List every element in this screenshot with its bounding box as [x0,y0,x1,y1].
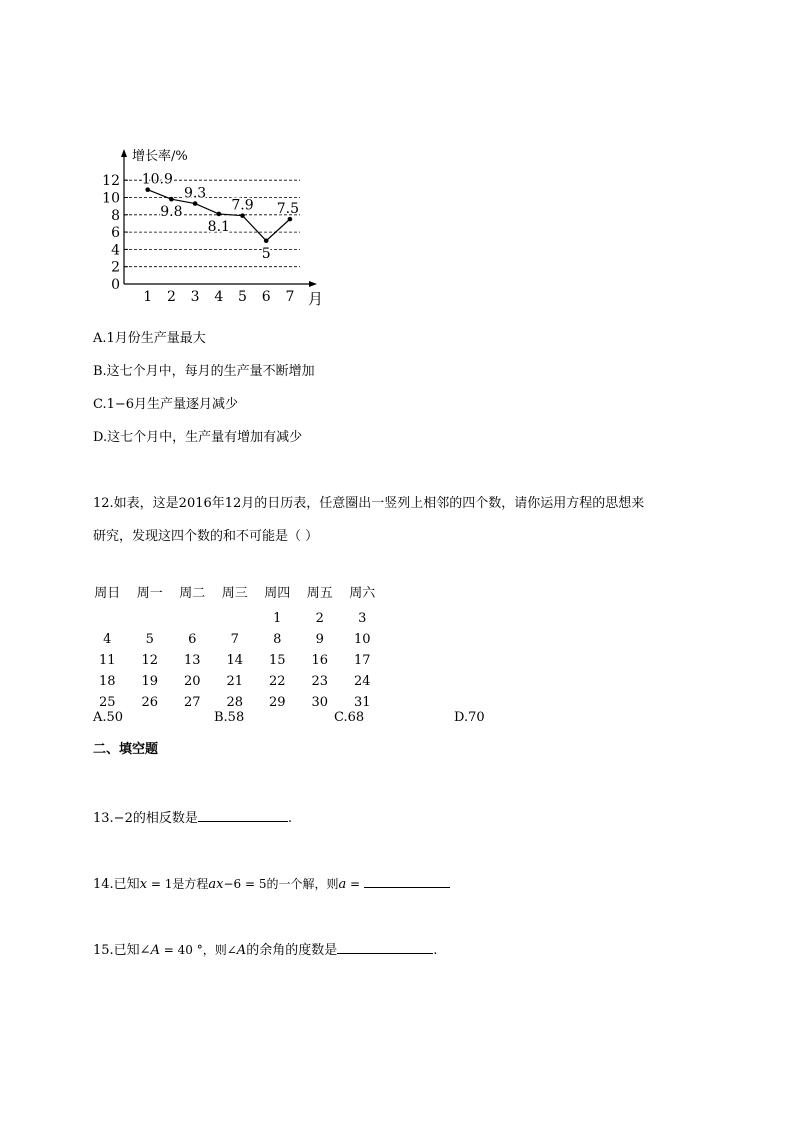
calendar-header-cell: 周五 [306,586,333,601]
data-point [193,201,198,206]
q12-option-a: A.50 [93,710,124,725]
q15-var-a2: A [236,943,247,958]
chart-ylabel: 增长率/% [132,149,188,164]
q14-prefix: 14.已知 [93,877,140,892]
data-label: 8.1 [207,218,230,235]
q15-eq2: 的余角的度数是 [246,943,338,958]
calendar-cell: 30 [311,695,329,710]
data-point [145,187,150,192]
calendar-cell: 21 [226,674,244,689]
calendar-cell: 5 [145,632,154,647]
calendar-cell: 9 [315,632,324,647]
question-15 [93,941,437,959]
y-tick-label: 10 [102,190,120,207]
y-tick-label: 6 [111,225,120,242]
question-12-line2: 研究，发现这四个数的和不可能是（ ） [93,529,319,544]
x-tick-label: 2 [166,289,176,305]
data-label: 7.5 [276,201,300,218]
calendar-row [86,608,384,629]
question-14 [93,875,450,893]
calendar-cell: 10 [353,632,371,647]
data-point [240,213,245,218]
calendar-cell: 23 [311,674,329,689]
y-tick-label: 4 [111,242,120,259]
calendar-cell: 24 [353,674,371,689]
calendar-header-cell: 周日 [94,586,121,601]
calendar-cell [86,608,129,629]
calendar-cell: 25 [98,695,116,710]
chart-data-labels [142,172,299,262]
q14-var-x: x [139,877,148,892]
y-tick-label: 2 [111,259,120,276]
option-c: C.1−6月生产量逐月减少 [93,397,239,412]
q15-prefix: 15.已知∠ [93,943,151,958]
calendar-cell: 15 [268,653,286,668]
calendar-table [86,575,384,713]
calendar-cell [129,608,172,629]
calendar-cell: 12 [141,653,159,668]
data-label: 7.9 [231,197,254,214]
calendar-cell: 19 [141,674,159,689]
y-tick-label: 12 [102,173,120,190]
calendar-cell: 6 [188,632,197,647]
calendar-cell: 14 [226,653,244,668]
x-axis-arrow [309,281,317,287]
option-a: A.1月份生产量最大 [93,331,206,346]
q14-eq1: = 1是方程 [147,877,209,891]
calendar-cell: 29 [268,695,286,710]
q15-var-a: A [150,943,160,958]
x-tick-label: 6 [261,289,271,305]
q14-var-ax: ax [208,877,224,892]
calendar-header-cell: 周一 [136,586,163,601]
q12-option-c: C.68 [334,710,365,725]
calendar-cell: 18 [98,674,116,689]
q12-option-b: B.58 [214,710,245,725]
x-tick-label: 7 [285,289,295,305]
x-tick-label: 4 [214,289,224,305]
calendar-row [86,650,384,671]
y-axis-arrow [121,149,127,157]
calendar-cell: 26 [141,695,159,710]
q15-suffix: . [433,943,438,958]
calendar-header-cell: 周三 [221,586,248,601]
q13-suffix: . [287,811,292,826]
calendar-cell: 2 [315,611,324,626]
y-tick-label: 0 [111,277,120,293]
x-tick-label: 5 [238,289,247,305]
section-title: 二、填空题 [93,742,159,757]
calendar-row [86,671,384,692]
calendar-cell: 1 [273,611,282,626]
q14-answer-blank[interactable] [364,875,450,888]
q13-answer-blank[interactable] [198,809,288,822]
q14-eq2: −6 = 5的一个解，则 [223,877,339,891]
option-b: B.这七个月中，每月的生产量不断增加 [93,364,315,379]
calendar-cell: 11 [98,653,116,668]
data-point [217,212,222,217]
growth-rate-line-chart [100,140,340,315]
calendar-cell: 16 [311,653,329,668]
calendar-cell: 28 [226,695,244,710]
y-tick-label: 8 [111,207,120,224]
q14-eq3: = [346,877,361,891]
option-d: D.这七个月中，生产量有增加有减少 [93,430,303,445]
data-point [288,217,293,222]
calendar-cell: 13 [183,653,201,668]
calendar-cell: 8 [273,632,282,647]
x-tick-label: 1 [143,289,153,305]
calendar-header-cell: 周二 [179,586,206,601]
q13-text: 13.−2的相反数是 [93,811,198,826]
q12-option-d: D.70 [454,710,485,725]
calendar-cell: 17 [353,653,371,668]
data-label: 5 [261,245,271,262]
calendar-cell: 31 [353,695,371,710]
question-13 [93,809,292,827]
data-label: 9.8 [160,204,183,221]
calendar-header-cell: 周六 [349,586,376,601]
data-point [264,238,269,243]
chart-xlabel: 月 [308,290,324,308]
calendar-row [86,629,384,650]
question-12-line1: 12.如表，这是2016年12月的日历表，任意圈出一竖列上相邻的四个数，请你运用方程的思想来 [93,496,645,511]
data-label: 10.9 [141,171,173,188]
calendar-cell: 3 [358,611,367,626]
q15-eq1: = 40 °，则∠ [159,943,237,957]
calendar-cell: 22 [268,674,286,689]
calendar-cell: 20 [183,674,201,689]
calendar-cell: 27 [183,695,201,710]
calendar-cell [214,608,257,629]
calendar-cell [171,608,214,629]
data-label: 9.3 [183,185,207,202]
calendar-cell: 4 [103,632,112,647]
calendar-header-cell: 周四 [264,586,291,601]
calendar-cell: 7 [230,632,239,647]
q14-var-a: a [338,877,347,892]
x-tick-label: 3 [190,289,200,305]
data-point [169,197,174,202]
q15-answer-blank[interactable] [337,941,433,954]
